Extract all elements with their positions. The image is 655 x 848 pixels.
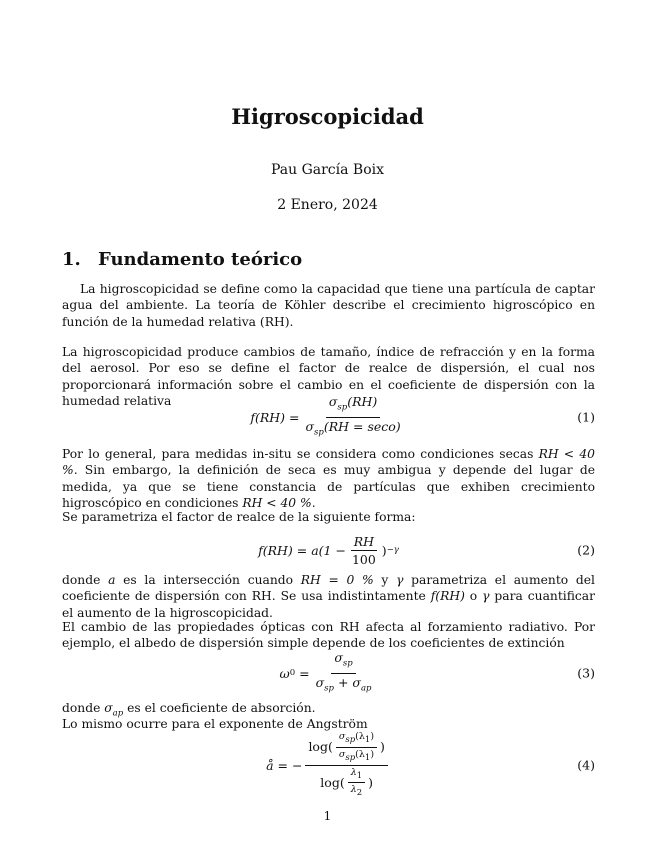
eq4-lambda-num-sub: 1 [356,770,363,781]
eq3-numerator [331,650,355,674]
equation-1-label: (1) [577,409,595,425]
equation-4-label: (4) [577,757,595,773]
eq3-den-sigma-b: σ [352,674,361,690]
eq1-den-rest: (RH = seco) [323,418,401,434]
eq1-lhs: f(RH) = [250,409,300,425]
eq4-lambda-den: λ [350,784,357,796]
paragraph-parametrization: Se parametriza el factor de realce de la siguiente forma: [62,510,416,524]
eq2-rhs: ) [381,542,387,558]
eq4-inner-den-sub: sp [345,752,356,763]
p7-math-sub: ap [112,708,124,719]
eq4-den-close: ) [368,774,374,790]
eq3-equals: = [299,665,310,681]
eq2-den: 100 [351,551,376,567]
eq4-lambda-numerator [348,767,365,784]
eq1-num-sub: sp [337,402,348,413]
eq4-inner-den-arg-sub: 1 [364,752,371,763]
paragraph-intersection [62,572,595,621]
eq3-num-sigma: σ [334,650,343,665]
eq4-fraction [305,731,387,800]
eq2-numerator [351,534,377,551]
eq2-denominator [349,551,379,567]
p5-math-2: RH = 0 % [300,573,374,587]
page-number: 1 [323,809,332,823]
p5-math-3: γ [396,573,404,587]
p3-math-1: RH < 40 % [62,447,595,478]
eq3-denominator [313,674,375,697]
eq4-inner-den-sigma: σ [338,748,346,760]
p5-math-4: f(RH) [430,589,465,604]
eq2-num: RH [353,533,375,549]
document-date: 2 Enero, 2024 [277,197,378,213]
equation-3-label: (3) [577,665,595,681]
eq3-den-sub-b: ap [360,683,372,693]
eq4-lambda-denominator [348,783,365,799]
equation-2 [62,530,595,570]
p5-text-f: para cuantificar el aumento de la higroscopicidad. [62,589,595,620]
paragraph-intro: La higroscopicidad se define como la capacidad que tiene una partícula de captar agua del ambiente. La teoría de Köhler describe el crecimiento higroscópico en función de la humedad relativa (RH). [62,282,595,329]
p5-math-5: γ [482,589,490,604]
section-title: Fundamento teórico [98,249,303,270]
equation-4-body [62,730,595,799]
eq3-omega-sub: 0 [289,668,296,678]
eq4-inner-numerator [336,731,377,748]
eq4-inner-num-close: ) [370,730,375,742]
eq1-numerator [326,394,380,418]
eq4-inner-den-close: ) [370,748,375,760]
paragraph-dry-conditions [62,446,595,512]
p5-text-d: parametriza el aumento del coeficiente de dispersión con RH. Se usa indistintamente [62,573,595,604]
eq3-den-plus: + [333,674,353,690]
eq4-num-close: ) [380,738,385,754]
p7-math-sigma: σ [104,701,113,715]
eq3-fraction [313,650,375,696]
eq3-den-sigma-a: σ [315,674,325,690]
equation-2-label: (2) [577,542,595,558]
equation-2-body [62,530,595,570]
eq3-den-sub-a: sp [324,683,334,693]
eq4-num-log: log( [308,738,333,754]
eq3-num-sub: sp [342,658,353,669]
paragraph-angstrom: Lo mismo ocurre para el exponente de Angström [62,717,368,731]
equation-1 [62,394,595,437]
eq4-inner-num-sigma: σ [338,730,346,742]
eq4-inner-den-arg: (λ [355,748,365,760]
eq4-inner-denominator [336,748,377,764]
p3-text-b: . Sin embargo, la definición de seca es muy ambigua y depende del lugar de medida, ya que se tiene constancia de partículas que exhiben crecimiento higroscópico en condiciones [62,463,595,511]
eq2-exponent: −γ [386,545,399,555]
eq1-fraction [302,394,403,440]
equation-1-body [62,394,595,437]
eq4-lambda-den-sub: 2 [356,788,363,799]
eq4-lhs: å = − [266,757,303,773]
p5-text-a: donde [62,573,109,587]
eq1-num-rest: (RH) [347,394,378,409]
eq1-denominator [302,418,403,441]
eq1-num-sigma: σ [328,394,338,409]
paragraph-radiative-forcing: El cambio de las propiedades ópticas con RH afecta al forzamiento radiativo. Por ejemplo, el albedo de dispersión simple depende de los coeficientes de extinción [62,620,595,651]
p3-text-a: Por lo general, para medidas in-situ se considera como condiciones secas [62,447,539,461]
eq4-lambda-fraction [348,767,365,800]
p3-math-2: RH < 40 % [242,496,312,511]
eq4-lambda-num: λ [350,766,357,778]
p5-text-b: es la intersección cuando [115,573,301,587]
eq4-inner-num-sub: sp [345,734,356,745]
p7-text-b: es el coeficiente de absorción. [123,701,316,715]
eq1-den-sub: sp [314,427,324,437]
p5-math-1: a [108,573,116,587]
section-heading [62,249,302,270]
eq4-inner-num-arg-sub: 1 [364,734,371,745]
document-title: Higroscopicidad [231,104,424,129]
eq4-inner-num-arg: (λ [355,730,365,742]
eq3-omega: ω [279,665,290,681]
p3-text-c: . [311,496,316,511]
eq4-den-log: log( [320,774,345,790]
eq4-numerator [305,731,387,766]
section-number: 1. [62,249,81,270]
eq4-inner-fraction [336,731,377,764]
eq1-den-sigma: σ [305,418,315,434]
eq2-fraction [349,534,379,567]
p5-text-e: o [464,589,483,604]
equation-4 [62,730,595,799]
eq2-lhs: f(RH) = a(1 − [258,542,346,558]
paragraph-enhancement-factor: La higroscopicidad produce cambios de tamaño, índice de refracción y en la forma del aerosol. Por eso se define el factor de realce de dispersión, el cual nos proporcionará información sobre el cambio en el coeficiente de dispersión con la humedad relativa [62,345,595,409]
eq4-denominator [317,766,376,800]
document-author: Pau García Boix [270,162,385,178]
p7-text-a: donde [62,701,105,715]
equation-3 [62,650,595,693]
equation-3-body [62,650,595,693]
p5-text-c: y [373,573,397,587]
